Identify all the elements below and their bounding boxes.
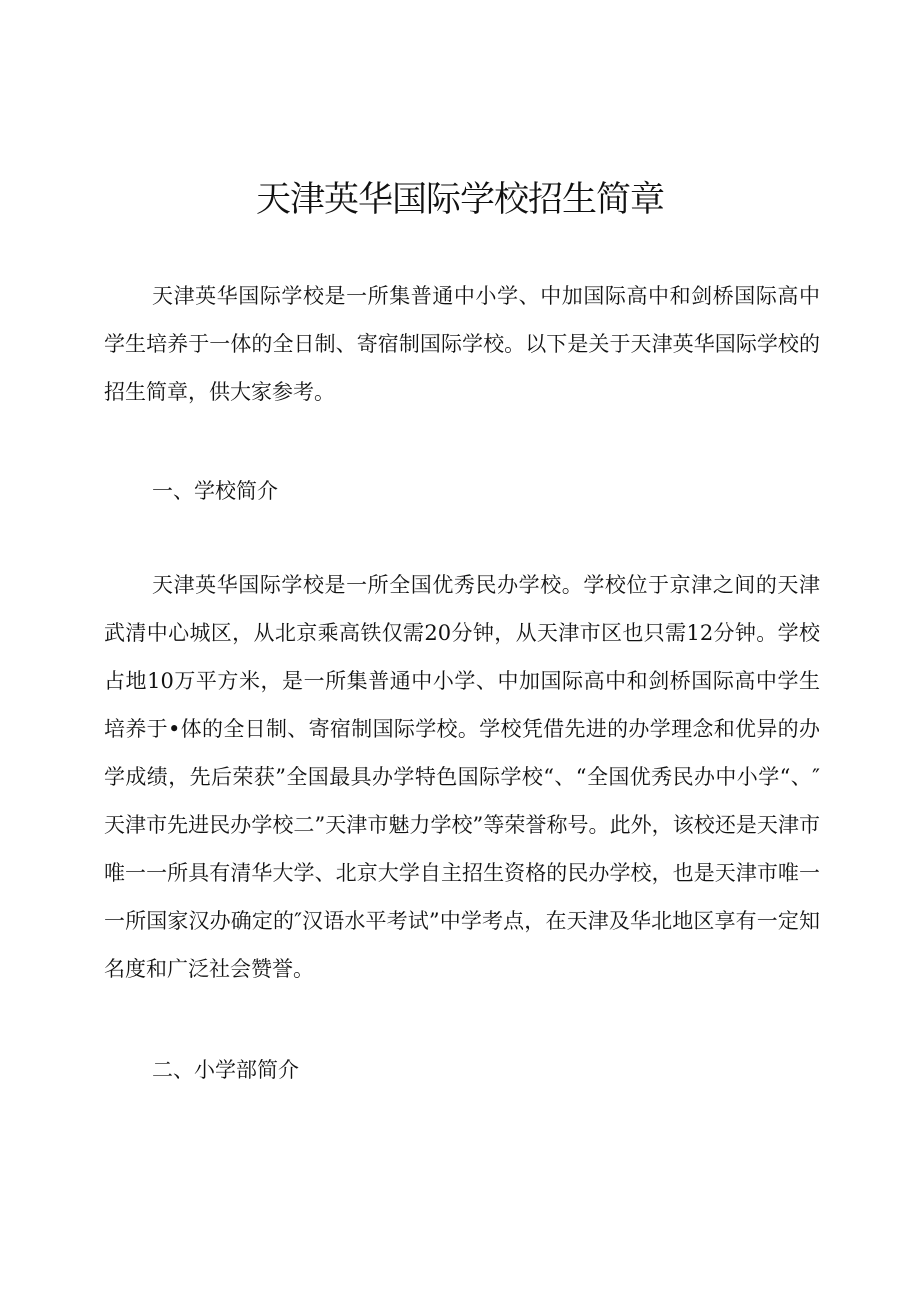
section-body-school-intro: 天津英华国际学校是一所全国优秀民办学校。学校位于京津之间的天津武清中心城区，从北京乘高铁仅需20分钟，从天津市区也只需12分钟。学校占地10万平方米，是一所集普通中小学、中加国际高中和剑桥国际高中学生培养于•体的全日制、寄宿制国际学校。学校凭借先进的办学理念和优异的办学成绩，先后荣获”全国最具办学特色国际学校“、“全国优秀民办中小学“、″天津市先进民办学校二”天津市魅力学校”等荣誉称号。此外，该校还是天津市唯一一所具有清华大学、北京大学自主招生资格的民办学校，也是天津市唯一一所国家汉办确定的″汉语水平考试”中学考点，在天津及华北地区享有一定知名度和广泛社会赞誉。 [104, 573, 820, 981]
document-title: 天津英华国际学校招生简章 [255, 180, 664, 220]
section-heading-school-intro: 一、学校简介 [152, 479, 278, 503]
section-heading-primary-intro: 二、小学部简介 [152, 1058, 299, 1082]
intro-paragraph: 天津英华国际学校是一所集普通中小学、中加国际高中和剑桥国际高中学生培养于一体的全日制、寄宿制国际学校。以下是关于天津英华国际学校的招生简章，供大家参考。 [104, 284, 820, 404]
